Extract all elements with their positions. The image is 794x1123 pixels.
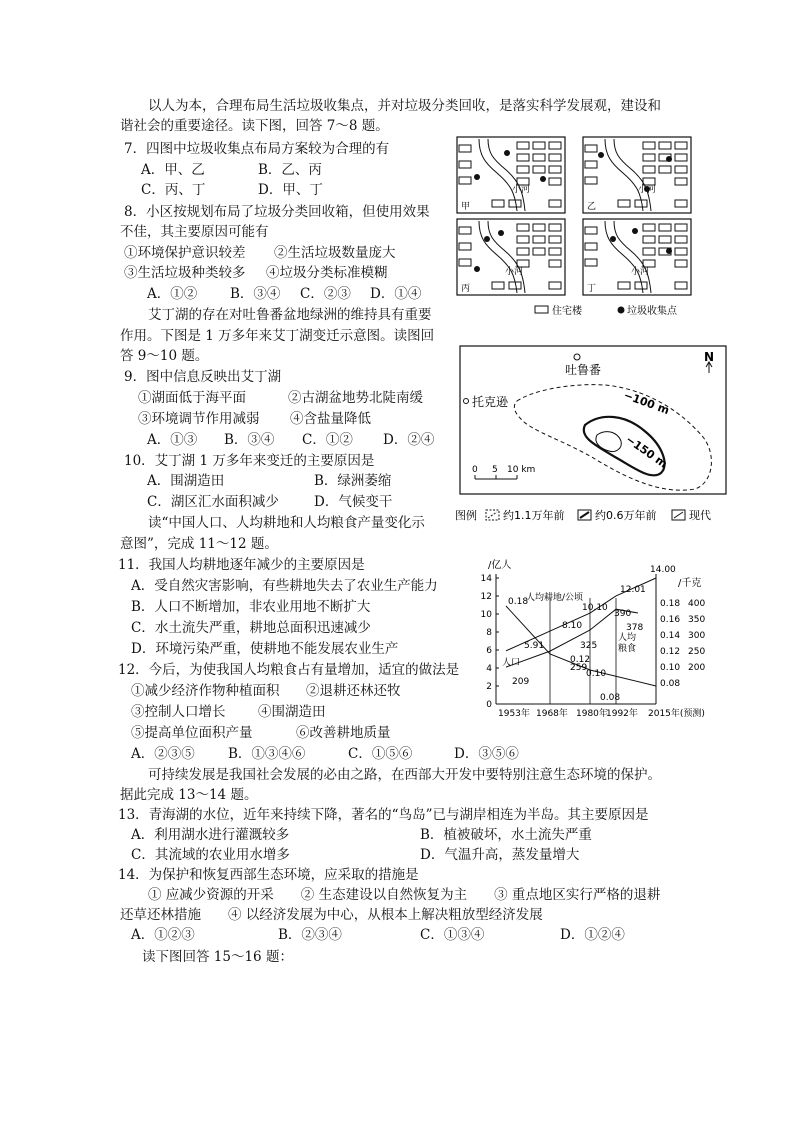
right-tick-label-hectare: 0.16 xyxy=(660,615,681,625)
panel-label-ding: 丁 xyxy=(587,284,597,294)
left-axis-label: /亿人 xyxy=(488,560,512,571)
population-data-label: 5.91 xyxy=(524,641,545,651)
garbage-panel-yi xyxy=(583,137,691,213)
q11-option-a[interactable]: A．受自然灾害影响，有些耕地失去了农业生产能力 xyxy=(131,578,438,594)
intro-line2: 谐社会的重要途径。读下图，回答 7～8 题。 xyxy=(120,118,389,134)
panel-label-bing: 丙 xyxy=(461,284,471,294)
svg-text:5: 5 xyxy=(492,465,498,475)
cultivated-land-data-label: 0.12 xyxy=(570,655,591,665)
collection-point-icon xyxy=(666,156,672,162)
q13-stem: 13．青海湖的水位，近年来持续下降，著名的“鸟岛”已与湖岸相连为半岛。其主要原因是 xyxy=(118,807,649,823)
contour-150-label: −150 m xyxy=(623,432,670,471)
legend-modern-label: 现代 xyxy=(689,509,711,522)
q9-option-b[interactable]: B．③④ xyxy=(224,432,275,448)
collection-point-icon xyxy=(504,150,510,156)
grain-data-label: 259 xyxy=(570,663,588,673)
q13-option-a[interactable]: A．利用湖水进行灌溉较多 xyxy=(131,827,290,843)
q8-stem-2: 不佳，其主要原因可能有 xyxy=(120,224,269,240)
q12-option-b[interactable]: B．①③④⑥ xyxy=(228,746,306,762)
q8-stem-1: 8．小区按规划布局了垃圾分类回收箱，但使用效果 xyxy=(124,204,430,220)
turpan-label: 吐鲁番 xyxy=(565,363,602,377)
q12-option-d[interactable]: D．③⑤⑥ xyxy=(454,746,519,762)
collection-point-icon xyxy=(632,228,638,234)
q10-option-b[interactable]: B．绿洲萎缩 xyxy=(314,473,392,489)
q8-item-4: ④垃圾分类标准模糊 xyxy=(266,265,388,281)
left-tick-label: 0 xyxy=(486,700,492,710)
collection-point-icon xyxy=(498,230,504,236)
panel-label-jia: 甲 xyxy=(461,202,471,212)
q11-option-d[interactable]: D．环境污染严重，使耕地不能发展农业生产 xyxy=(131,641,399,657)
left-tick-label: 10 xyxy=(480,610,492,620)
panel-label-yi: 乙 xyxy=(587,202,597,212)
garbage-panel-jia xyxy=(457,137,565,213)
aiding-lake-map xyxy=(455,343,730,528)
q9-option-a[interactable]: A．①③ xyxy=(147,432,198,448)
svg-text:10 km: 10 km xyxy=(507,465,536,475)
contour-100-label: −100 m xyxy=(621,388,672,418)
q14-stem: 14．为保护和恢复西部生态环境，应采取的措施是 xyxy=(118,867,419,883)
q8-option-d[interactable]: D．①④ xyxy=(370,286,422,302)
collection-point-icon xyxy=(610,236,616,242)
q12-item-6: ⑥改善耕地质量 xyxy=(296,725,391,741)
right-tick-labels xyxy=(660,599,705,689)
intro9-line3: 答 9～10 题。 xyxy=(120,348,209,364)
q14-option-b[interactable]: B．②③④ xyxy=(278,927,342,943)
population-series-label: 人口 xyxy=(502,658,521,668)
intro9-line2: 作用。下图是 1 万多年来艾丁湖变迁示意图。读图回 xyxy=(120,328,435,344)
grain-series-label-b: 粮食 xyxy=(618,644,637,654)
q12-item-4: ④围湖造田 xyxy=(258,704,326,720)
river-label: 小河 xyxy=(638,185,657,195)
intro-line1: 以人为本，合理布局生活垃圾收集点，并对垃圾分类回收，是落实科学发展观，建设和 xyxy=(148,98,661,114)
north-label: N xyxy=(704,350,715,364)
collection-point-icon xyxy=(540,176,546,182)
q7-option-c[interactable]: C．丙、丁 xyxy=(141,182,206,198)
q12-item-3: ③控制人口增长 xyxy=(131,704,226,720)
q9-option-d[interactable]: D．②④ xyxy=(383,432,435,448)
collection-point-icon xyxy=(666,248,672,254)
lake-legend xyxy=(455,508,711,522)
left-tick-label: 4 xyxy=(486,664,492,674)
right-tick-label-hectare: 0.08 xyxy=(660,679,681,689)
q9-option-c[interactable]: C．①② xyxy=(302,432,353,448)
intro13-line1: 可持续发展是我国社会发展的必由之路，在西部大开发中要特别注意生态环境的保护。 xyxy=(148,767,661,783)
q8-item-3: ③生活垃圾种类较多 xyxy=(124,265,246,281)
population-chart xyxy=(478,558,728,723)
q12-option-c[interactable]: C．①⑤⑥ xyxy=(348,746,413,762)
garbage-panel-bing xyxy=(457,219,565,295)
population-data-label: 14.00 xyxy=(650,565,676,575)
right-axis-label: /千克 xyxy=(678,578,702,589)
right-tick-label-hectare: 0.18 xyxy=(660,599,681,609)
legend-6ka-label: 约0.6万年前 xyxy=(595,509,657,522)
svg-text:0: 0 xyxy=(472,465,478,475)
house-icon xyxy=(535,306,548,313)
q14-line2: 还草还林措施 ④ 以经济发展为中心，从根本上解决粗放型经济发展 xyxy=(120,907,543,923)
q9-stem: 9．图中信息反映出艾丁湖 xyxy=(124,369,282,385)
q14-option-d[interactable]: D．①②④ xyxy=(560,927,625,943)
x-tick-label: 1953年 xyxy=(498,709,530,719)
garbage-panel-ding xyxy=(583,219,691,295)
q10-option-c[interactable]: C．湖区汇水面积减少 xyxy=(147,494,279,510)
q10-option-a[interactable]: A．围湖造田 xyxy=(147,473,225,489)
legend-point-label: 垃圾收集点 xyxy=(627,306,677,317)
x-tick-label: 1980年 xyxy=(576,709,608,719)
legend-11ka-label: 约1.1万年前 xyxy=(503,509,565,522)
grain-data-label: 378 xyxy=(626,623,644,633)
garbage-legend xyxy=(535,304,678,317)
x-tick-label: 1968年 xyxy=(536,709,568,719)
right-tick-label-hectare: 0.14 xyxy=(660,631,681,641)
right-tick-label-kg: 400 xyxy=(688,599,706,609)
collection-point-icon xyxy=(598,152,604,158)
x-tick-label: 1992年 xyxy=(606,709,638,719)
q10-option-d[interactable]: D．气候变干 xyxy=(314,494,393,510)
q7-option-b[interactable]: B．乙、丙 xyxy=(258,162,322,178)
q7-stem: 7．四图中垃圾收集点布局方案较为合理的有 xyxy=(124,141,390,157)
q9-item-3: ③环境调节作用减弱 xyxy=(138,411,260,427)
q12-item-5: ⑤提高单位面积产量 xyxy=(131,725,253,741)
q11-option-b[interactable]: B．人口不断增加，非农业用地不断扩大 xyxy=(131,599,371,615)
q13-option-c[interactable]: C．其流域的农业用水增多 xyxy=(131,847,290,863)
population-data-label: 10.10 xyxy=(582,603,608,613)
q11-stem: 11．我国人均耕地逐年减少的主要原因是 xyxy=(118,557,365,573)
x-tick-labels xyxy=(498,707,705,719)
q7-option-a[interactable]: A．甲、乙 xyxy=(141,162,205,178)
q12-option-a[interactable]: A．②③⑤ xyxy=(131,746,195,762)
cultivated-land-series-label: 人均耕地/公顷 xyxy=(526,593,584,603)
collection-point-icon xyxy=(484,236,490,242)
q8-option-c[interactable]: C．②③ xyxy=(300,286,351,302)
q10-stem: 10．艾丁湖 1 万多年来变迁的主要原因是 xyxy=(124,453,375,469)
left-tick-label: 6 xyxy=(486,646,492,656)
left-tick-label: 14 xyxy=(480,574,492,584)
left-tick-label: 2 xyxy=(486,682,492,692)
left-tick-label: 12 xyxy=(480,592,492,602)
cultivated-land-data-label: 0.10 xyxy=(586,669,607,679)
q9-item-1: ①湖面低于海平面 xyxy=(138,390,246,406)
toksun-label: 托克逊 xyxy=(472,395,509,409)
grain-data-label: 209 xyxy=(512,677,530,687)
right-tick-label-kg: 300 xyxy=(688,631,706,641)
q7-option-d[interactable]: D．甲、丁 xyxy=(258,182,323,198)
collection-point-icon xyxy=(618,307,625,314)
intro11-line2: 意图”，完成 11～12 题。 xyxy=(120,536,278,552)
q14-line1: ① 应减少资源的开采 ② 生态建设以自然恢复为主 ③ 重点地区实行严格的退耕 xyxy=(148,887,661,903)
right-tick-label-kg: 350 xyxy=(688,615,706,625)
left-tick-labels xyxy=(481,574,493,710)
intro11-line1: 读“中国人口、人均耕地和人均粮食产量变化示 xyxy=(148,515,425,531)
q8-item-2: ②生活垃圾数量庞大 xyxy=(274,245,396,261)
river-label: 小河 xyxy=(631,267,650,277)
q14-option-a[interactable]: A．①②③ xyxy=(131,927,195,943)
q9-item-2: ②古湖盆地势北陡南缓 xyxy=(288,390,423,406)
legend-title: 图例 xyxy=(455,509,477,522)
q12-stem: 12．今后，为使我国人均粮食占有量增加，适宜的做法是 xyxy=(118,662,460,678)
intro13-line2: 据此完成 13～14 题。 xyxy=(120,787,258,803)
collection-point-icon xyxy=(474,174,480,180)
q13-option-d[interactable]: D．气温升高，蒸发量增大 xyxy=(420,847,580,863)
right-tick-label-hectare: 0.10 xyxy=(660,663,681,673)
q8-option-b[interactable]: B．③④ xyxy=(230,286,281,302)
collection-point-icon xyxy=(474,266,480,272)
q8-option-a[interactable]: A．①② xyxy=(147,286,198,302)
right-tick-label-kg: 200 xyxy=(688,663,706,673)
garbage-layout-figure xyxy=(455,135,700,325)
cultivated-land-data-label: 0.08 xyxy=(600,693,621,703)
left-tick-label: 8 xyxy=(486,628,492,638)
cultivated-land-data-label: 0.18 xyxy=(508,597,529,607)
population-data-label: 8.10 xyxy=(562,621,583,631)
q11-option-c[interactable]: C．水土流失严重，耕地总面积迅速减少 xyxy=(131,620,371,636)
grain-data-label: 390 xyxy=(614,609,632,619)
river-label: 小河 xyxy=(505,267,524,277)
outro-text: 读下图回答 15～16 题： xyxy=(142,949,293,965)
q12-item-1: ①减少经济作物种植面积 xyxy=(131,683,280,699)
river-label: 小河 xyxy=(512,185,531,195)
legend-house-label: 住宅楼 xyxy=(552,306,582,317)
x-tick-label: 2015年(预测) xyxy=(648,709,705,719)
series-data-labels xyxy=(508,565,676,703)
right-tick-label-kg: 250 xyxy=(688,647,706,657)
population-data-label: 12.01 xyxy=(620,585,646,595)
q13-option-b[interactable]: B．植被破坏，水土流失严重 xyxy=(420,827,592,843)
grain-data-label: 325 xyxy=(580,641,598,651)
q14-option-c[interactable]: C．①③④ xyxy=(420,927,485,943)
q8-item-1: ①环境保护意识较差 xyxy=(124,245,246,261)
q12-item-2: ②退耕还林还牧 xyxy=(306,683,401,699)
intro9-line1: 艾丁湖的存在对吐鲁番盆地绿洲的维持具有重要 xyxy=(148,307,432,323)
right-tick-label-hectare: 0.12 xyxy=(660,647,681,657)
grain-series-label-a: 人均 xyxy=(618,633,637,643)
q9-item-4: ④含盐量降低 xyxy=(290,411,371,427)
